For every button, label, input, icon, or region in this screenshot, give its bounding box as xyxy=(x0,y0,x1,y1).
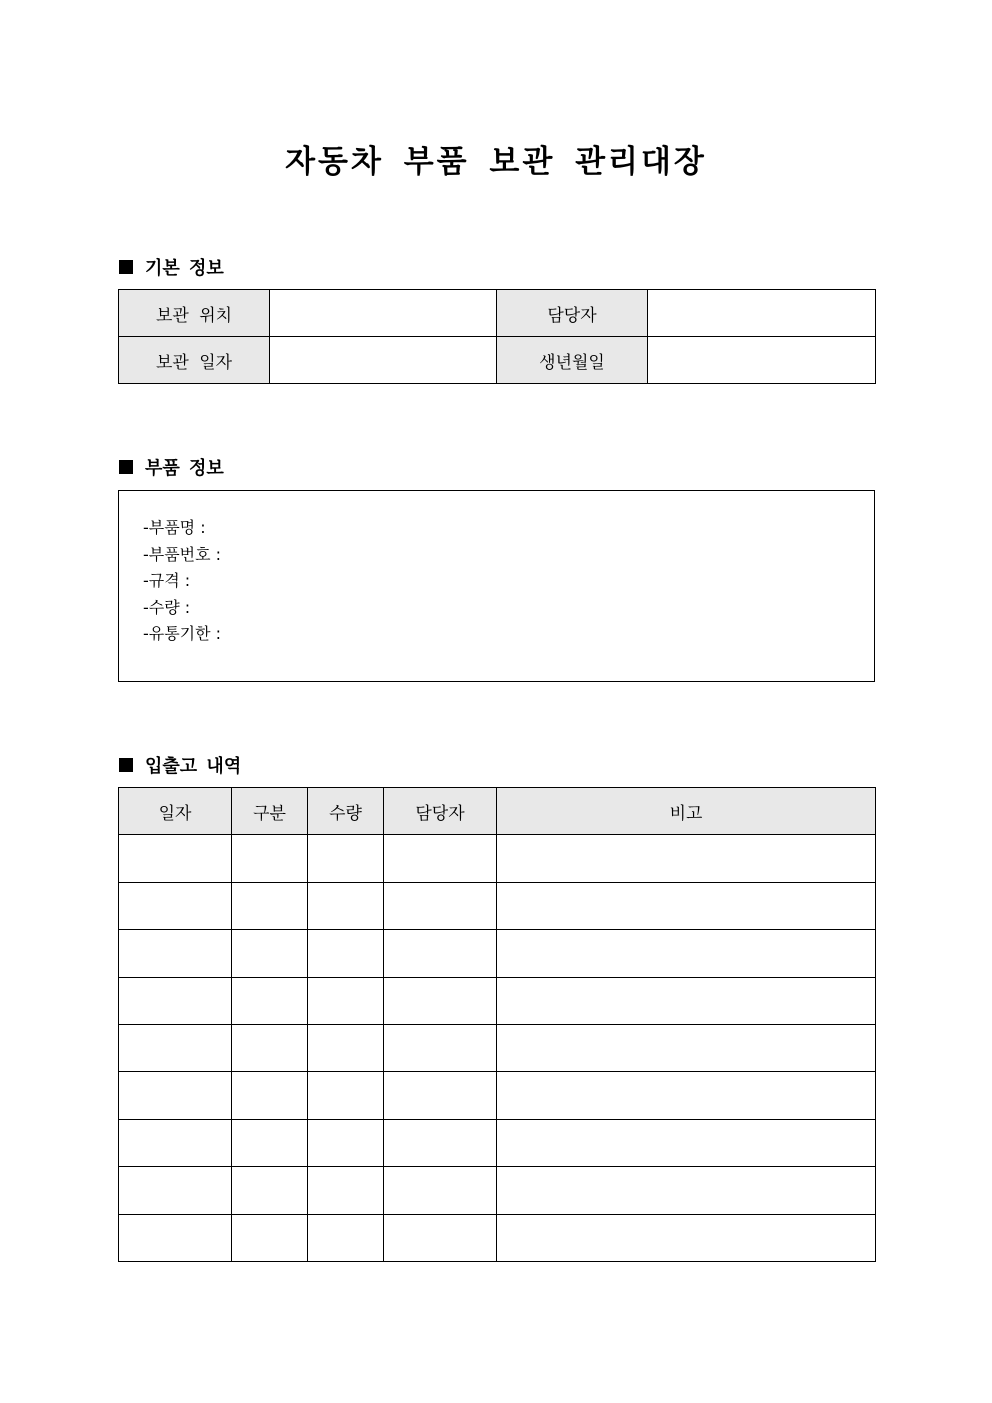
table-row xyxy=(119,1072,876,1119)
type-cell[interactable] xyxy=(232,1119,308,1166)
remarks-cell[interactable] xyxy=(497,1214,876,1261)
table-row xyxy=(119,337,876,384)
history-table xyxy=(118,787,876,1262)
part-quantity-line: -수량 : xyxy=(143,597,191,617)
remarks-cell[interactable] xyxy=(497,1072,876,1119)
remarks-cell[interactable] xyxy=(497,977,876,1024)
section-heading-label: 부품 정보 xyxy=(145,458,224,479)
quantity-cell[interactable] xyxy=(308,1072,384,1119)
square-bullet-icon xyxy=(119,758,133,772)
type-cell[interactable] xyxy=(232,1167,308,1214)
type-cell[interactable] xyxy=(232,1072,308,1119)
storage-date-field[interactable] xyxy=(270,337,497,384)
type-cell[interactable] xyxy=(232,930,308,977)
quantity-cell[interactable] xyxy=(308,882,384,929)
manager-cell[interactable] xyxy=(384,1167,497,1214)
table-row xyxy=(119,930,876,977)
manager-cell[interactable] xyxy=(384,882,497,929)
quantity-cell[interactable] xyxy=(308,1214,384,1261)
quantity-cell[interactable] xyxy=(308,930,384,977)
section-heading-basic-info xyxy=(119,254,224,280)
quantity-cell[interactable] xyxy=(308,835,384,882)
column-header-date: 일자 xyxy=(119,788,232,835)
quantity-cell[interactable] xyxy=(308,1024,384,1071)
parts-info-box[interactable] xyxy=(118,490,875,682)
table-row xyxy=(119,882,876,929)
quantity-cell[interactable] xyxy=(308,1119,384,1166)
remarks-cell[interactable] xyxy=(497,1167,876,1214)
date-cell[interactable] xyxy=(119,1119,232,1166)
table-row xyxy=(119,977,876,1024)
date-cell[interactable] xyxy=(119,930,232,977)
part-expiry-line: -유통기한 : xyxy=(143,624,222,643)
date-cell[interactable] xyxy=(119,882,232,929)
table-header-row xyxy=(119,788,876,835)
storage-location-label: 보관 위치 xyxy=(119,290,270,337)
birthdate-label: 생년월일 xyxy=(497,337,648,384)
manager-cell[interactable] xyxy=(384,835,497,882)
document-title: 자동차 부품 보관 관리대장 xyxy=(285,144,707,180)
part-number-line: -부품번호 : xyxy=(143,544,222,564)
manager-cell[interactable] xyxy=(384,1072,497,1119)
type-cell[interactable] xyxy=(232,977,308,1024)
birthdate-field[interactable] xyxy=(648,337,876,384)
date-cell[interactable] xyxy=(119,977,232,1024)
storage-date-label: 보관 일자 xyxy=(119,337,270,384)
square-bullet-icon xyxy=(119,260,133,274)
remarks-cell[interactable] xyxy=(497,882,876,929)
basic-info-table xyxy=(118,289,876,384)
manager-cell[interactable] xyxy=(384,930,497,977)
section-heading-label: 입출고 내역 xyxy=(145,756,242,777)
table-row xyxy=(119,1214,876,1261)
remarks-cell[interactable] xyxy=(497,1024,876,1071)
manager-cell[interactable] xyxy=(384,1119,497,1166)
square-bullet-icon xyxy=(119,460,133,474)
column-header-manager: 담당자 xyxy=(384,788,497,835)
storage-location-field[interactable] xyxy=(270,290,497,337)
manager-cell[interactable] xyxy=(384,1214,497,1261)
date-cell[interactable] xyxy=(119,1024,232,1071)
column-header-type: 구분 xyxy=(232,788,308,835)
column-header-remarks: 비고 xyxy=(497,788,876,835)
date-cell[interactable] xyxy=(119,1214,232,1261)
column-header-quantity: 수량 xyxy=(308,788,384,835)
remarks-cell[interactable] xyxy=(497,835,876,882)
remarks-cell[interactable] xyxy=(497,1119,876,1166)
date-cell[interactable] xyxy=(119,1167,232,1214)
date-cell[interactable] xyxy=(119,835,232,882)
part-name-line: -부품명 : xyxy=(143,518,206,537)
remarks-cell[interactable] xyxy=(497,930,876,977)
type-cell[interactable] xyxy=(232,1024,308,1071)
quantity-cell[interactable] xyxy=(308,977,384,1024)
date-cell[interactable] xyxy=(119,1072,232,1119)
table-row xyxy=(119,1119,876,1166)
type-cell[interactable] xyxy=(232,1214,308,1261)
table-row xyxy=(119,1024,876,1071)
section-heading-parts-info xyxy=(119,454,224,480)
type-cell[interactable] xyxy=(232,882,308,929)
type-cell[interactable] xyxy=(232,835,308,882)
manager-field[interactable] xyxy=(648,290,876,337)
table-row xyxy=(119,1167,876,1214)
part-spec-line: -규격 : xyxy=(143,571,191,590)
table-row xyxy=(119,835,876,882)
table-row xyxy=(119,290,876,337)
section-heading-label: 기본 정보 xyxy=(145,258,224,279)
manager-cell[interactable] xyxy=(384,977,497,1024)
quantity-cell[interactable] xyxy=(308,1167,384,1214)
history-table-body xyxy=(119,835,876,1262)
manager-cell[interactable] xyxy=(384,1024,497,1071)
section-heading-history xyxy=(119,752,241,778)
manager-label: 담당자 xyxy=(497,290,648,337)
